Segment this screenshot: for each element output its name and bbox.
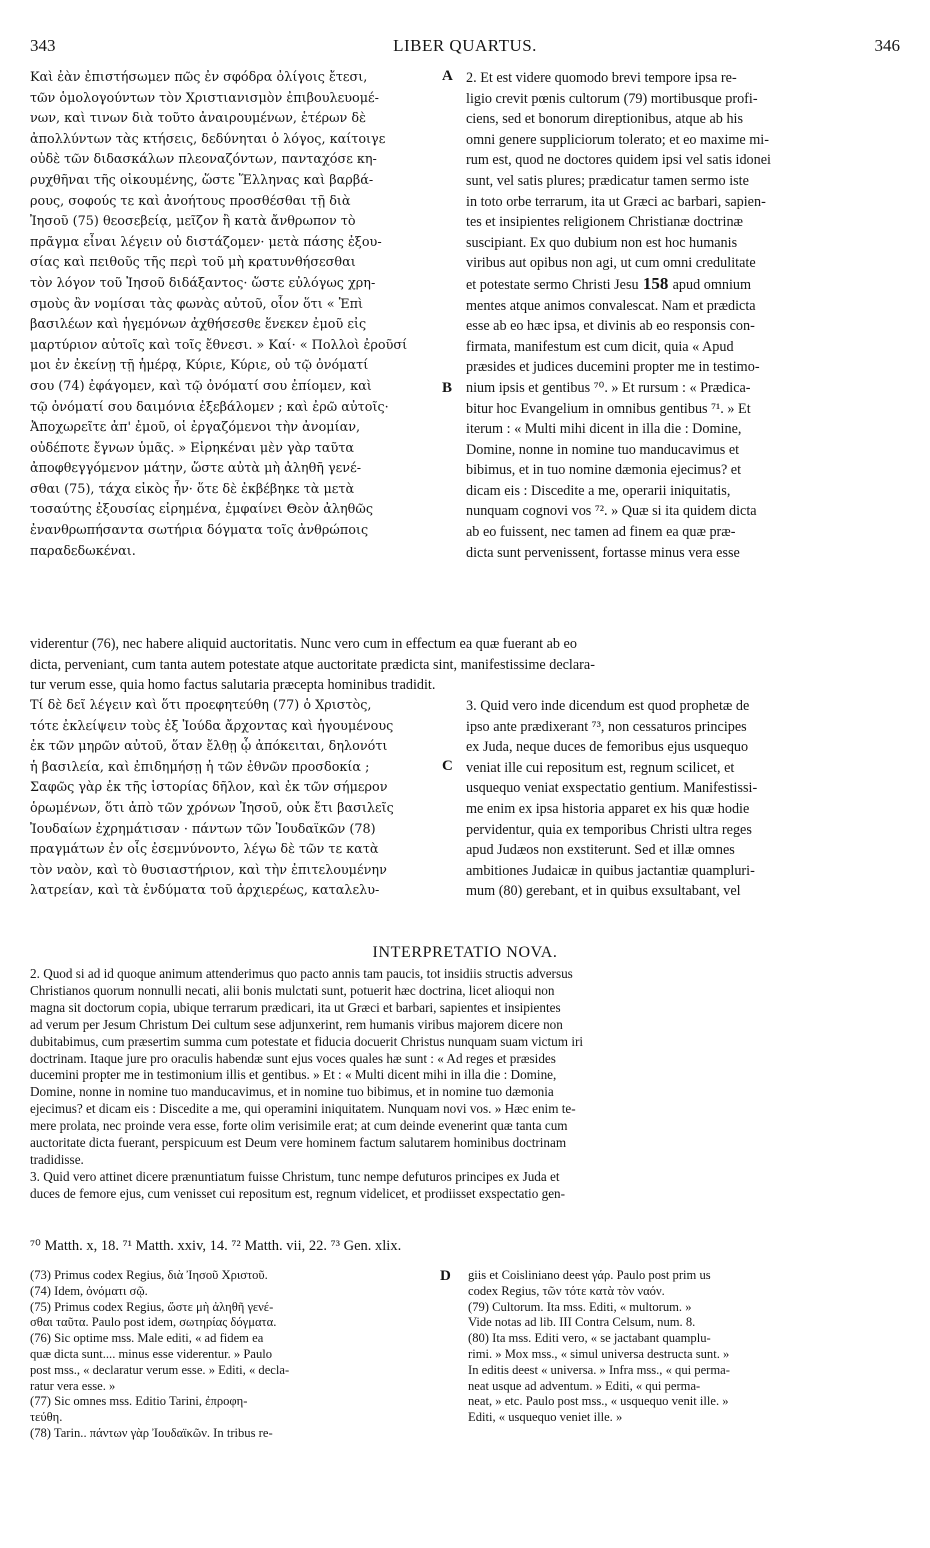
latin-column-2 [466, 696, 898, 902]
footnote-line: Editi, « usquequo veniet ille. » [468, 1410, 623, 1425]
greek-line: ρους, σοφούς τε καὶ ἀνοήτους προσθέσθαι τῇ διὰ [30, 193, 351, 209]
greek-line: ἐνανθρωπήσαντα σωτήρια δόγματα τοῖς ἀνθρώποις [30, 523, 369, 539]
latin-line [466, 68, 898, 89]
greek-line: Ἀποχωρεῖτε ἀπ' ἐμοῦ, οἱ ἐργαζόμενοι τὴν ἀνομίαν, [30, 420, 361, 436]
interpretatio-line: ducemini propter me in testimonium illis et gentibus. » Et : « Multi dicent mihi in illa die : Domine, [30, 1067, 557, 1083]
latin-line [466, 378, 898, 399]
greek-line: τῷ ὀνόματί σου δαιμόνια ἐξεβάλομεν ; καὶ ἐρῶ αὐτοῖς· [30, 399, 389, 415]
latin-line [466, 253, 898, 274]
latin-line [466, 274, 898, 296]
latin-line [466, 233, 898, 254]
latin-line [466, 543, 898, 564]
page-header [30, 36, 900, 66]
greek-line: Καὶ ἐὰν ἐπιστήσωμεν πῶς ἐν σφόδρα ὀλίγοις ἔτεσι, [30, 70, 368, 85]
footnote-line: post mss., « declaratur verum esse. » Editi, « decla- [30, 1362, 290, 1377]
footnote-line: (79) Cultorum. Ita mss. Editi, « multorum. » [468, 1299, 692, 1314]
latin-line-text: sunt, vel satis plures; prædicatur tamen sermo iste [466, 172, 749, 189]
latin-line: ipso ante prædixerant ⁷³, non cessaturos principes [466, 718, 747, 735]
latin-line: tur verum esse, quia homo factus salutaria præcepta hominibus tradidit. [30, 677, 436, 694]
margin-letter-c: C [442, 758, 453, 774]
latin-line-text: esse ab eo hæc ipsa, et divinis ab eo responsis con- [466, 318, 755, 335]
interpretatio-line: ejecimus? et dicam eis : Discedite a me, qui operamini iniquitatem. Nunquam novi vos. » Hæc enim te- [30, 1101, 576, 1117]
greek-line: Ἰουδαίων ἐχρημάτισαν · πάντων τῶν Ἰουδαϊκῶν (78) [30, 821, 376, 837]
greek-line: Ἰησοῦ (75) θεοσεβείᾳ, μεῖζον ἢ κατὰ ἄνθρωπον τὸ [30, 214, 356, 230]
latin-line-text: Domine, nonne in nomine tuo manducavimus et [466, 441, 740, 458]
latin-line [466, 337, 898, 358]
latin-line [466, 419, 898, 440]
interpretatio-line: auctoritate dicta fuerant, perspicuum est Deum vere hominem factum salutarem hominibus doctrinam [30, 1135, 567, 1151]
interpretatio-line: Domine, nonne in nomine tuo manducavimus, et in nomine tuo bibimus, et in nomine tuo dæmonia [30, 1084, 554, 1100]
interpretatio-line: tradidisse. [30, 1151, 84, 1167]
scripture-references: ⁷⁰ Matth. x, 18. ⁷¹ Matth. xxiv, 14. ⁷² Matth. vii, 22. ⁷³ Gen. xlix. [30, 1238, 402, 1254]
interpretatio-title: INTERPRETATIO NOVA. [372, 944, 558, 961]
greek-line: ἐκ τῶν μηρῶν αὐτοῦ, ὅταν ἔλθῃ ᾧ ἀπόκειται, δηλονότι [30, 739, 388, 755]
latin-line-text: ciens, sed et bonorum direptionibus, atque ab his [466, 111, 743, 128]
greek-column-2 [30, 696, 458, 902]
margin-letter-a: A [442, 68, 453, 84]
interpretatio-line: ad verum per Jesum Christum Dei cultum sese adjunxerint, rem humanis viribus majorem dicere non [30, 1016, 563, 1032]
latin-line: viderentur (76), nec habere aliquid auctoritatis. Nunc vero cum in effectum ea quæ fuerant ab eo [30, 636, 577, 652]
footnote-line: In editis deest « universa. » Infra mss., « qui perma- [468, 1362, 730, 1377]
latin-line: pervidentur, quia ex temporibus Christi ultra reges [466, 821, 752, 838]
greek-line: τότε ἐκλείψειν τοὺς ἐξ Ἰούδα ἄρχοντας καὶ ἡγουμένους [30, 718, 394, 734]
latin-line [466, 150, 898, 171]
latin-line: veniat ille cui repositum est, regnum scilicet, et [466, 759, 735, 776]
greek-line: νων, καὶ τινων διὰ τοῦτο ἀναιρουμένων, ἑτέρων δὲ [30, 111, 366, 127]
latin-line-text: iterum : « Multi mihi dicent in illa die : Domine, [466, 421, 742, 438]
greek-line: ἡ βασιλεία, καὶ ἐπιδημήσῃ ἡ τῶν ἐθνῶν προσδοκία ; [30, 759, 370, 775]
greek-line: οὐδέποτε ἔγνων ὑμᾶς. » Εἰρηκέναι μὲν γὰρ ταῦτα [30, 440, 355, 456]
greek-line: βασιλέων καὶ ἡγεμόνων ἀχθήσεσθε ἕνεκεν ἐμοῦ εἰς [30, 317, 367, 333]
greek-line: τοσαύτης ἐξουσίας εἰρημένα, ἐμφαίνει Θεὸν ἀληθῶς [30, 502, 373, 518]
margin-letter-d: D [440, 1268, 451, 1284]
latin-line: dicta, perveniant, cum tanta autem potestate atque auctoritate prædicta sint, manifestissime declara- [30, 656, 595, 673]
footnote-line: (77) Sic omnes mss. Editio Tarini, ἐπροφη- [30, 1394, 248, 1409]
greek-line: ρυχθῆναι τῆς οἰκουμένης, ὥστε Ἕλληνας καὶ βαρβά- [30, 172, 374, 188]
latin-line [466, 522, 898, 543]
greek-line: τὸν λόγον τοῦ Ἰησοῦ διδάξαντος· ὥστε εὐλόγως χρη- [30, 275, 376, 291]
footnote-line: neat usque ad adventum. » Editi, « qui perma- [468, 1378, 701, 1393]
footnote-line: τεύθη. [30, 1410, 63, 1425]
latin-line [466, 89, 898, 110]
latin-line-text: in toto orbe terrarum, ita ut Græci ac barbari, sapien- [466, 193, 766, 210]
interpretatio-line: 2. Quod si ad id quoque animum attenderimus quo pacto annis tam paucis, tot insidiis structis adversus [30, 966, 573, 981]
latin-line [466, 399, 898, 420]
greek-line: Σαφῶς γὰρ ἐκ τῆς ἱστορίας δῆλον, καὶ ἐκ τῶν σήμερον [30, 780, 388, 796]
latin-full-width-1 [30, 634, 900, 696]
latin-line: usquequo veniat exspectatio gentium. Manifestissi- [466, 780, 758, 797]
footnote-line: ratur vera esse. » [30, 1378, 116, 1393]
footnote-line: (78) Tarin.. πάντων γὰρ Ἰουδαϊκῶν. In tribus re- [30, 1425, 273, 1440]
latin-line-text: 2. Et est videre quomodo brevi tempore ipsa re- [466, 70, 737, 86]
footnote-line: rimi. » Mox mss., « simul universa destructa sunt. » [468, 1346, 730, 1361]
latin-line: mum (80) gerebant, et in quibus exsultabant, vel [466, 883, 741, 900]
footnotes-left [30, 1268, 430, 1442]
latin-line: me enim ex ipsa historia apparet ex his quæ hodie [466, 800, 750, 817]
footnote-line: (75) Primus codex Regius, ὥστε μὴ ἀληθῆ γενέ- [30, 1299, 274, 1314]
page-marker-158: 158 [638, 273, 673, 293]
latin-line-text: suscipiant. Ex quo dubium non est hoc humanis [466, 234, 738, 251]
footnote-line: (76) Sic optime mss. Male editi, « ad fidem ea [30, 1331, 264, 1346]
latin-line-text: mentes atque animos convalescat. Nam et prædicta [466, 297, 756, 314]
latin-line [466, 316, 898, 337]
greek-line: παραδεδωκέναι. [30, 543, 136, 559]
greek-line: μαρτύριον αὐτοῖς καὶ τοῖς ἔθνεσι. » Καί· « Πολλοὶ ἐροῦσί [30, 337, 408, 353]
interpretatio-line: dubitabimus, cum præsertim summa cum potestate et fiducia docuerit Christus nunquam suam victum iri [30, 1033, 584, 1049]
latin-line [466, 192, 898, 213]
greek-line: ἀποφθεγγόμενον μάτην, ὥστε αὐτὰ μὴ ἀληθῆ γενέ- [30, 461, 362, 477]
greek-line: πραγμάτων ἐν οἷς ἐσεμνύνοντο, λέγω δὲ τῶν τε κατὰ [30, 842, 379, 858]
latin-line-text: ligio crevit pœnis cultorum (79) mortibusque profi- [466, 90, 758, 107]
latin-line-text: bitur hoc Evangelium in omnibus gentibus ⁷¹. » Et [466, 400, 751, 417]
latin-line-text: dicam eis : Discedite a me, operarii iniquitatis, [466, 482, 731, 499]
latin-line [466, 212, 898, 233]
latin-line: apud Judæos non exstiterunt. Sed et illæ omnes [466, 842, 735, 859]
interpretatio-line: duces de femore ejus, cum venisset cui repositum est, regnum videlicet, et prodiisset exspectatio gen- [30, 1185, 566, 1201]
footnote-line: codex Regius, τῶν τότε κατὰ τὸν ναόν. [468, 1283, 665, 1298]
greek-column-1 [30, 68, 458, 562]
greek-line: πρᾶγμα εἶναι λέγειν οὐ διστάζομεν· μετὰ πάσης ἐξου- [30, 234, 382, 250]
footnote-line: (74) Idem, ὀνόματι σῷ. [30, 1283, 148, 1298]
footnote-line: (73) Primus codex Regius, διὰ Ἰησοῦ Χριστοῦ. [30, 1268, 268, 1282]
interpretatio-line: Christianos quorum nonnulli necati, alii bonis mulctati sunt, potuerit hæc doctrina, licet alioqui non [30, 982, 555, 998]
greek-line: λατρείαν, καὶ τὰ ἐνδύματα τοῦ ἀρχιερέως, καταλελυ- [30, 883, 380, 899]
greek-line: σθαι (75), τάχα εἰκὸς ἦν· ὅτε δὲ ἐκβέβηκε τὰ μετὰ [30, 481, 355, 497]
greek-line: σου (74) ἐφάγομεν, καὶ τῷ ὀνόματί σου ἐπίομεν, καὶ [30, 378, 372, 394]
latin-line-text: omni genere suppliciorum tolerato; et eo maxime mi- [466, 131, 769, 148]
margin-letter-b: B [442, 380, 453, 396]
page-number-right: 346 [874, 36, 900, 55]
interpretatio-line: mere prolata, nec proinde vera esse, forte olim verisimile erat; at cum deinde evenerint quæ tanta cum [30, 1118, 568, 1134]
latin-line [466, 460, 898, 481]
footnotes-right [468, 1268, 900, 1426]
footnote-line: (80) Ita mss. Editi vero, « se jactabant quamplu- [468, 1331, 711, 1346]
footnote-line: giis et Coisliniano deest γάρ. Paulo post prim us [468, 1268, 711, 1282]
latin-line-text: rum est, quod ne doctores quidem ipsi vel satis idonei [466, 152, 771, 169]
interpretatio-line: 3. Quid vero attinet dicere prænuntiatum fuisse Christum, tunc nempe defuturos principes ex Juda et [30, 1168, 560, 1184]
latin-line-text: bibimus, et in tuo nomine dæmonia ejecimus? et [466, 462, 742, 479]
greek-line: τὸν ναὸν, καὶ τὸ θυσιαστήριον, καὶ τὴν ἐπιτελουμένην [30, 862, 387, 878]
interpretatio-line: magna sit doctorum copia, ubique terrarum prædicari, ita ut Græci et barbari, sapientes et insipientes [30, 999, 561, 1015]
latin-line: 3. Quid vero inde dicendum est quod prophetæ de [466, 698, 750, 714]
latin-line: ex Juda, neque duces de femoribus ejus usquequo [466, 739, 749, 756]
latin-line-text: nunquam cognovi vos ⁷². » Quæ si ita quidem dicta [466, 503, 757, 520]
latin-line [466, 296, 898, 317]
latin-line-text: ab eo fuissent, nec tamen ad finem ea quæ præ- [466, 524, 736, 541]
latin-line [466, 440, 898, 461]
latin-line [466, 130, 898, 151]
greek-line: τῶν ὁμολογούντων τὸν Χριστιανισμὸν ἐπιβουλευομέ- [30, 90, 380, 106]
greek-line: σίας καὶ πειθοῦς τῆς περὶ τοῦ μὴ κρατυνθήσεσθαι [30, 255, 356, 271]
footnote-line: neat, » etc. Paulo post mss., « usquequo venit ille. » [468, 1394, 729, 1409]
latin-line [466, 481, 898, 502]
greek-line: οὐδὲ τῶν διδασκάλων πλεοναζόντων, πανταχόσε κη- [30, 152, 377, 168]
latin-line-text: præsides et judices ducemini propter me in testimo- [466, 359, 760, 376]
footnote-line: quæ dicta sunt.... minus esse viderentur. » Paulo [30, 1346, 273, 1361]
latin-line [466, 357, 898, 378]
latin-line-text: apud omnium [672, 276, 752, 293]
interpretatio-text [30, 966, 900, 1203]
latin-line-text: viribus aut opibus non agi, ut cum omni credulitate [466, 255, 756, 272]
greek-line: ἀπολλύντων τὰς κτήσεις, δεδύνηται ὁ λόγος, καίτοιγε [30, 131, 386, 147]
greek-line: Τί δὲ δεῖ λέγειν καὶ ὅτι προεφητεύθη (77) ὁ Χριστὸς, [30, 698, 372, 713]
greek-line: ὁρωμένων, ὅτι ἀπὸ τῶν χρόνων Ἰησοῦ, οὐκ ἔτι βασιλεῖς [30, 800, 394, 816]
latin-line [466, 171, 898, 192]
latin-line-text: tes et insipientes religionem Christianæ doctrinæ [466, 214, 744, 231]
greek-line: μοι ἐν ἐκείνῃ τῇ ἡμέρᾳ, Κύριε, Κύριε, οὐ τῷ ὀνόματί [30, 358, 369, 374]
latin-line [466, 501, 898, 522]
page-number-left: 343 [30, 36, 56, 55]
interpretatio-line: doctrinam. Itaque jure pro oraculis habendæ sunt ejus voces quales hæ sunt : « Ad reges et præsides [30, 1050, 556, 1066]
latin-column-1 [466, 68, 898, 563]
latin-line-text: nium ipsis et gentibus ⁷⁰. » Et rursum : « Prædica- [466, 379, 751, 396]
latin-line-text: firmata, manifestum est cum dicit, quia « Apud [466, 338, 734, 355]
latin-line-text: dicta sunt pervenissent, fortasse minus vera esse [466, 544, 740, 561]
running-title: LIBER QUARTUS. [393, 36, 537, 55]
latin-line: ambitiones Judaicæ in quibus jactantiæ quampluri- [466, 862, 755, 879]
latin-line [466, 109, 898, 130]
footnote-line: Vide notas ad lib. III Contra Celsum, num. 8. [468, 1315, 696, 1330]
greek-line: σμοὺς ἂν νομίσαι τὰς φωνὰς αὐτοῦ, οἷον ὅτι « Ἐπὶ [30, 296, 364, 312]
latin-line-text: et potestate sermo Christi Jesu [466, 276, 639, 293]
footnote-line: σθαι ταῦτα. Paulo post idem, σωτηρίας δόγματα. [30, 1315, 277, 1330]
